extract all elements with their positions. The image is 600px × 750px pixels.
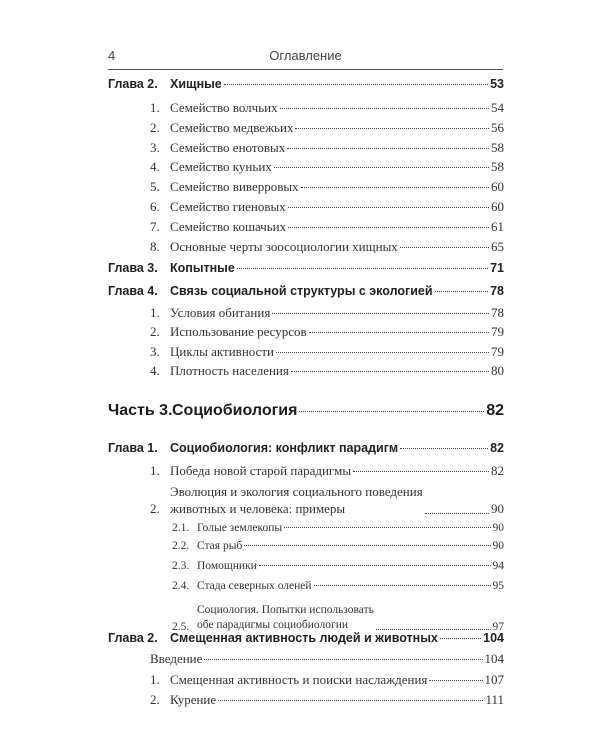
toc-entry-number: 3.	[150, 140, 160, 155]
dot-leader	[400, 448, 488, 449]
toc-entry-item	[150, 100, 504, 116]
dot-leader	[276, 352, 489, 353]
dot-leader	[218, 700, 483, 701]
toc-entry-item	[150, 363, 504, 379]
toc-entry-number: 2.2.	[172, 540, 190, 552]
toc-entry-page: 90	[492, 522, 504, 534]
toc-entry-title: Копытные	[170, 261, 235, 275]
header-divider	[108, 69, 503, 70]
toc-entry-title: Помощники	[197, 560, 257, 572]
toc-entry-number: 1.	[150, 463, 160, 478]
toc-entry-item	[150, 219, 504, 235]
toc-entry-number: 2.5.	[172, 621, 190, 633]
toc-entry-page: 82	[490, 441, 504, 455]
dot-leader	[280, 108, 489, 109]
toc-entry-page: 79	[491, 324, 504, 339]
toc-entry-title: Семейство медвежьих	[170, 120, 294, 135]
toc-entry-title: Семейство куньих	[170, 159, 272, 174]
toc-entry-item	[150, 159, 504, 175]
toc-entry-subitem	[172, 603, 504, 633]
toc-entry-title: Введение	[150, 651, 203, 666]
toc-entry-title	[170, 483, 423, 517]
toc-entry-title: Основные черты зоосоциологии хищных	[170, 239, 398, 254]
toc-entry-number: 6.	[150, 199, 160, 214]
toc-entry-subitem	[172, 522, 504, 534]
toc-entry-chapter	[108, 441, 504, 455]
toc-entry-page: 53	[490, 77, 504, 91]
toc-entry-number: 4.	[150, 159, 160, 174]
dot-leader	[400, 247, 489, 248]
toc-entry-title: Семейство виверровых	[170, 179, 299, 194]
toc-entry-item	[150, 324, 504, 340]
toc-entry-item	[150, 140, 504, 156]
toc-entry-part	[108, 402, 504, 420]
toc-entry-title: Связь социальной структуры с экологией	[170, 284, 433, 298]
toc-entry-page: 90	[491, 501, 504, 516]
dot-leader	[435, 291, 489, 292]
toc-entry-subitem	[172, 540, 504, 552]
toc-entry-item	[150, 199, 504, 215]
dot-leader	[299, 411, 484, 412]
toc-entry-title: Стая рыб	[197, 540, 243, 552]
toc-entry-number: 2.4.	[172, 580, 190, 592]
toc-entry-number: 7.	[150, 219, 160, 234]
toc-entry-title-line2: обе парадигмы социобиологии	[197, 619, 349, 631]
dot-leader	[425, 513, 489, 514]
dot-leader	[259, 565, 491, 566]
dot-leader	[295, 128, 489, 129]
toc-entry-chapter	[108, 261, 504, 275]
dot-leader	[287, 148, 489, 149]
dot-leader	[224, 84, 488, 85]
toc-entry-number: 1.	[150, 672, 160, 687]
toc-entry-page: 78	[490, 284, 504, 298]
toc-entry-title: Семейство кошачьих	[170, 219, 287, 234]
toc-entry-title: Циклы активности	[170, 344, 275, 359]
toc-entry-page: 90	[492, 540, 504, 552]
toc-entry-chapter	[108, 284, 504, 298]
toc-entry-title: Смещенная активность людей и животных	[170, 631, 438, 645]
toc-entry-chapter	[108, 631, 504, 645]
dot-leader	[284, 527, 490, 528]
toc-entry-page: 104	[483, 631, 504, 645]
toc-entry-title: Семейство енотовых	[170, 140, 286, 155]
toc-entry-subitem	[172, 560, 504, 572]
toc-entry-number: Глава 2.	[108, 77, 158, 91]
toc-entry-page: 97	[492, 621, 504, 633]
toc-entry-page: 78	[491, 305, 504, 320]
toc-entry-page: 58	[491, 140, 504, 155]
dot-leader	[353, 471, 489, 472]
dot-leader	[291, 371, 489, 372]
dot-leader	[274, 167, 489, 168]
toc-entry-page: 104	[484, 651, 504, 666]
dot-leader	[237, 268, 488, 269]
toc-entry-number: 8.	[150, 239, 160, 254]
dot-leader	[429, 680, 482, 681]
toc-entry-item	[150, 344, 504, 360]
dot-leader	[301, 187, 489, 188]
dot-leader	[288, 227, 489, 228]
toc-entry-title	[197, 603, 374, 633]
toc-entry-page: 82	[486, 402, 504, 419]
toc-entry-title-line1: Социология. Попытки использовать	[197, 604, 374, 616]
dot-leader	[244, 545, 490, 546]
toc-entry-page: 80	[491, 363, 504, 378]
toc-entry-item	[150, 692, 504, 708]
dot-leader	[309, 332, 489, 333]
dot-leader	[376, 629, 491, 630]
toc-entry-item	[150, 672, 504, 688]
toc-entry-page: 111	[485, 692, 504, 707]
toc-entry-title: Условия обитания	[170, 305, 271, 320]
toc-entry-title-line1: Эволюция и экология социального поведения	[170, 484, 423, 499]
toc-entry-number: 2.	[150, 120, 160, 135]
toc-entry-item	[150, 239, 504, 255]
toc-entry-page: 71	[490, 261, 504, 275]
toc-entry-subitem	[172, 580, 504, 592]
toc-entry-page: 82	[491, 463, 504, 478]
toc-entry-title: Курение	[170, 692, 217, 707]
toc-entry-title: Голые землекопы	[197, 522, 283, 534]
toc-entry-item	[150, 483, 504, 517]
toc-entry-number: 1.	[150, 305, 160, 320]
toc-entry-title: Социобиология	[172, 402, 298, 419]
toc-entry-number: 2.3.	[172, 560, 190, 572]
toc-entry-number: 2.	[150, 692, 160, 707]
toc-entry-title: Победа новой старой парадигмы	[170, 463, 352, 478]
toc-entry-page: 61	[491, 219, 504, 234]
toc-entry-title: Социобиология: конфликт парадигм	[170, 441, 399, 455]
toc-entry-page: 79	[491, 344, 504, 359]
toc-entry-page: 54	[491, 100, 504, 115]
toc-entry-page: 95	[492, 580, 504, 592]
toc-entry-title: Хищные	[170, 77, 222, 91]
toc-entry-number: 5.	[150, 179, 160, 194]
toc-entry-page: 65	[491, 239, 504, 254]
toc-entry-title: Семейство волчьих	[170, 100, 278, 115]
toc-entry-page: 94	[492, 560, 504, 572]
toc-entry-number: 4.	[150, 363, 160, 378]
toc-entry-page: 60	[491, 199, 504, 214]
running-title: Оглавление	[269, 48, 342, 63]
toc-entry-page: 58	[491, 159, 504, 174]
dot-leader	[272, 313, 489, 314]
dot-leader	[314, 585, 491, 586]
toc-entry-chapter	[108, 77, 504, 91]
toc-entry-page: 107	[484, 672, 504, 687]
toc-entry-title: Плотность населения	[170, 363, 289, 378]
toc-entry-item	[150, 305, 504, 321]
toc-entry-title-line2: животных и человека: примеры	[170, 501, 346, 516]
toc-entry-title: Смещенная активность и поиски наслаждения	[170, 672, 428, 687]
toc-entry-item	[150, 463, 504, 479]
toc-entry-number: Часть 3.	[108, 402, 173, 419]
dot-leader	[288, 207, 489, 208]
toc-entry-item	[150, 120, 504, 136]
toc-entry-number: Глава 2.	[108, 631, 158, 645]
toc-entry-number: Глава 4.	[108, 284, 158, 298]
toc-entry-number: 1.	[150, 100, 160, 115]
toc-entry-number: Глава 3.	[108, 261, 158, 275]
toc-entry-number: 2.	[150, 501, 160, 516]
toc-entry-number: 2.	[150, 324, 160, 339]
toc-entry-title: Использование ресурсов	[170, 324, 307, 339]
page-number: 4	[108, 48, 116, 63]
toc-entry-number: 3.	[150, 344, 160, 359]
toc-entry-number: 2.1.	[172, 522, 190, 534]
toc-entry-page: 56	[491, 120, 504, 135]
dot-leader	[204, 659, 482, 660]
toc-entry-number: Глава 1.	[108, 441, 158, 455]
toc-entry-title: Семейство гиеновых	[170, 199, 286, 214]
toc-entry-title: Стада северных оленей	[197, 580, 312, 592]
toc-entry-item	[150, 179, 504, 195]
dot-leader	[440, 638, 481, 639]
running-header	[108, 44, 503, 66]
toc-entry-item	[150, 651, 504, 667]
toc-entry-page: 60	[491, 179, 504, 194]
